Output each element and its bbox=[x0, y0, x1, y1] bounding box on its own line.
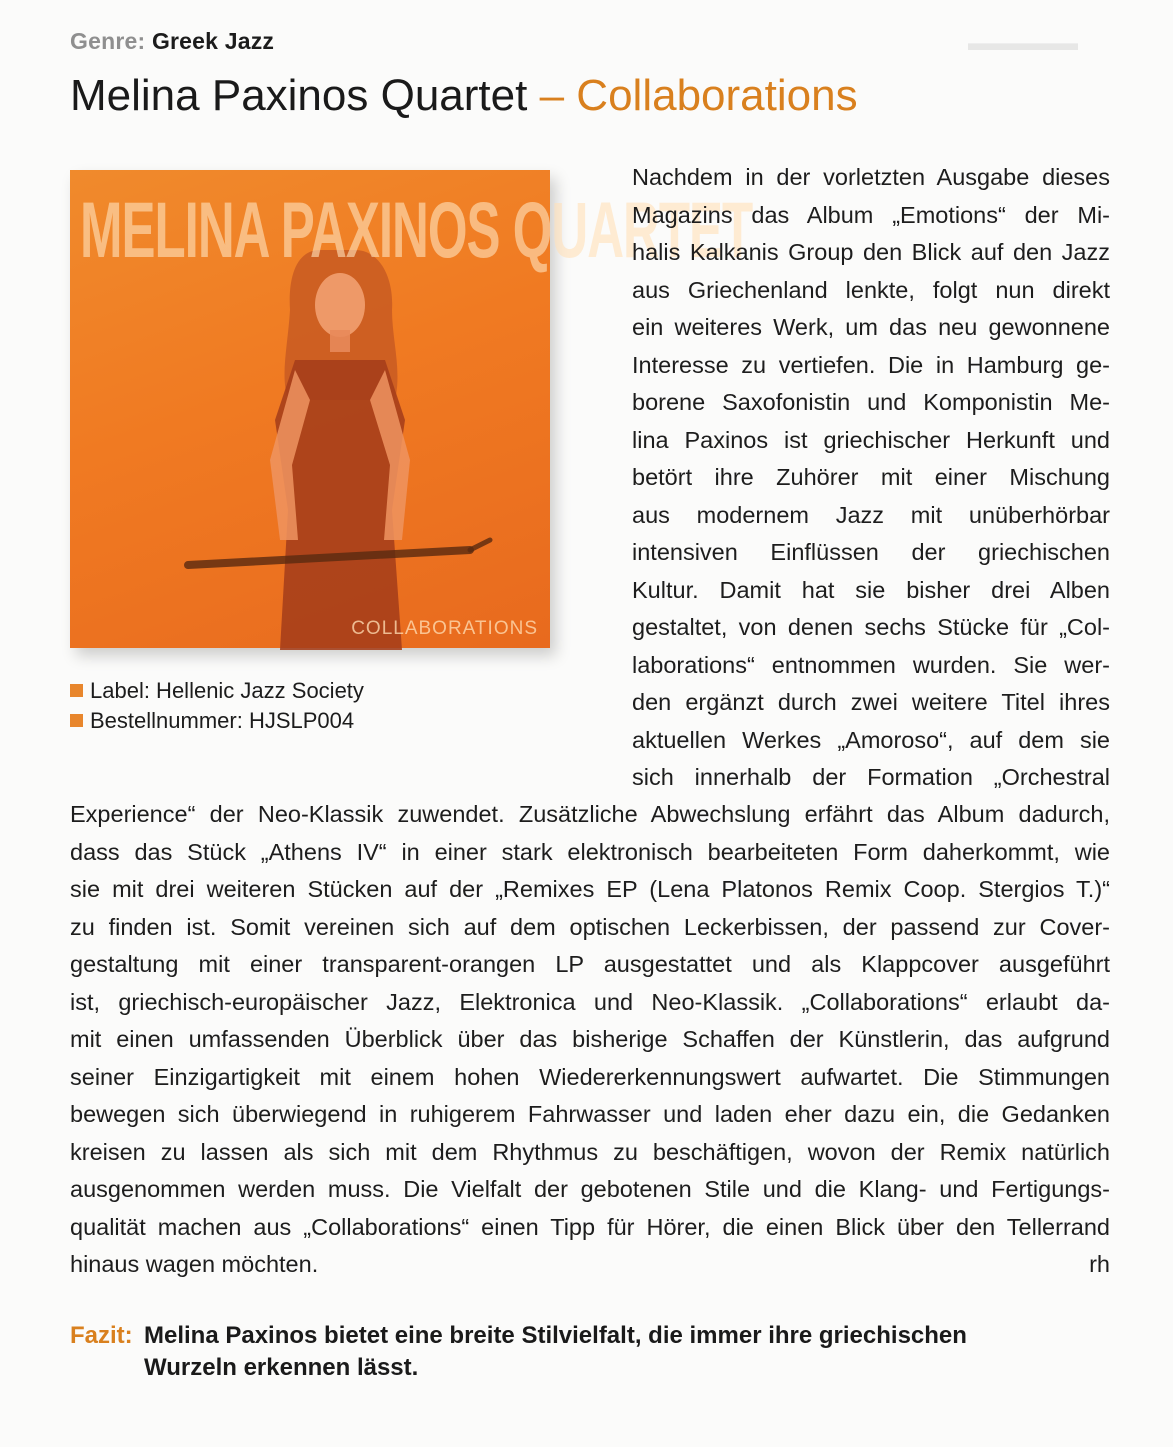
fazit-line: Melina Paxinos bietet eine breite Stilvielfalt, die immer ihre griechischen bbox=[144, 1322, 967, 1349]
article-line: ein weiteres Werk, um das neu gewonnene bbox=[632, 314, 1110, 340]
release-info bbox=[70, 676, 364, 736]
article-line: Experience“ der Neo-Klassik zuwendet. Zusätzliche Abwechslung erfährt das Album dadurch, bbox=[70, 801, 1110, 827]
fazit-label: Fazit: bbox=[70, 1322, 133, 1349]
album-cover bbox=[70, 170, 753, 648]
article-line: betört ihre Zuhörer mit einer Mischung bbox=[632, 464, 1110, 490]
bullet-square-icon bbox=[70, 714, 83, 727]
article-line: hinaus wagen möchten. bbox=[70, 1251, 319, 1277]
title-separator: – bbox=[539, 71, 565, 120]
article-line: seiner Einzigartigkeit mit einem hohen Wiedererkennungswert aufwartet. Die Stimmungen bbox=[70, 1063, 1110, 1090]
cover-band-name: MELINA PAXINOS QUARTET bbox=[80, 185, 753, 274]
label-info: Label: Hellenic Jazz Society bbox=[70, 676, 364, 706]
article-line: ausgenommen werden muss. Die Vielfalt der gebotenen Stile und die Klang- und Fertigungs- bbox=[70, 1176, 1110, 1202]
page-title bbox=[70, 70, 858, 122]
bleed-through-decoration: ▬▬▬▬▬ bbox=[968, 30, 1078, 55]
article-body-full bbox=[70, 796, 1110, 1284]
genre-value: Greek Jazz bbox=[151, 28, 275, 54]
article-line: gestaltet, von denen sechs Stücke für „Col- bbox=[632, 614, 1110, 640]
article-final-line bbox=[70, 1246, 1110, 1284]
article-line: den ergänzt durch zwei weitere Titel ihres bbox=[632, 689, 1110, 715]
article-line: ist, griechisch-europäischer Jazz, Elektronica und Neo-Klassik. „Collaborations“ erlaubt da- bbox=[70, 988, 1110, 1015]
article-line: gestaltung mit einer transparent-orangen LP ausgestattet und als Klappcover ausgeführt bbox=[70, 951, 1110, 977]
fazit-line: Wurzeln erkennen lässt. bbox=[144, 1354, 419, 1381]
article-line: mit einen umfassenden Überblick über das bisherige Schaffen der Künstlerin, das aufgrund bbox=[70, 1026, 1110, 1052]
genre-line bbox=[70, 28, 274, 55]
article-line: sich innerhalb der Formation „Orchestral bbox=[632, 764, 1110, 790]
article-line: laborations“ entnommen wurden. Sie wer- bbox=[632, 651, 1110, 678]
article-line: sie mit drei weiteren Stücken auf der „Remixes EP (Lena Platonos Remix Coop. Stergios T.)“ bbox=[70, 876, 1110, 902]
fazit-summary bbox=[70, 1320, 1110, 1384]
article-line: borene Saxofonistin und Komponistin Me- bbox=[632, 389, 1110, 415]
article-line: lina Paxinos ist griechischer Herkunft und bbox=[632, 426, 1110, 453]
article-line: bewegen sich überwiegend in ruhigerem Fahrwasser und laden eher dazu ein, die Gedanken bbox=[70, 1101, 1110, 1127]
article-line: qualität machen aus „Collaborations“ einen Tipp für Hörer, die einen Blick über den Tellerrand bbox=[70, 1213, 1110, 1240]
title-artist: Melina Paxinos Quartet bbox=[70, 71, 528, 120]
article-line: Magazins das Album „Emotions“ der Mi- bbox=[632, 201, 1110, 228]
article-line: zu finden ist. Somit vereinen sich auf dem optischen Leckerbissen, der passend zur Cover- bbox=[70, 913, 1110, 940]
fazit-text bbox=[144, 1320, 967, 1384]
order-number-info: Bestellnummer: HJSLP004 bbox=[70, 706, 364, 736]
title-album: Collaborations bbox=[576, 71, 858, 120]
cover-photo-figure bbox=[170, 210, 510, 650]
article-line: Kultur. Damit hat sie bisher drei Alben bbox=[632, 576, 1110, 603]
article-line: aus modernem Jazz mit unüberhörbar bbox=[632, 501, 1110, 528]
author-initials: rh bbox=[1089, 1251, 1110, 1277]
article-line: kreisen zu lassen als sich mit dem Rhythmus zu beschäftigen, wovon der Remix natürlich bbox=[70, 1138, 1110, 1165]
article-line: Interesse zu vertiefen. Die in Hamburg ge- bbox=[632, 351, 1110, 378]
article-line: Nachdem in der vorletzten Ausgabe dieses bbox=[632, 164, 1110, 190]
article-column bbox=[632, 159, 1110, 797]
bullet-square-icon bbox=[70, 684, 83, 697]
article-line: aktuellen Werkes „Amoroso“, auf dem sie bbox=[632, 726, 1110, 753]
article-line: aus Griechenland lenkte, folgt nun direkt bbox=[632, 276, 1110, 303]
article-line: intensiven Einflüssen der griechischen bbox=[632, 539, 1110, 565]
genre-label: Genre: bbox=[70, 28, 146, 54]
article-line: halis Kalkanis Group den Blick auf den Jazz bbox=[632, 239, 1110, 265]
article-line: dass das Stück „Athens IV“ in einer stark elektronisch bearbeiteten Form daherkommt, wie bbox=[70, 838, 1110, 865]
cover-album-name: COLLABORATIONS bbox=[351, 618, 538, 639]
